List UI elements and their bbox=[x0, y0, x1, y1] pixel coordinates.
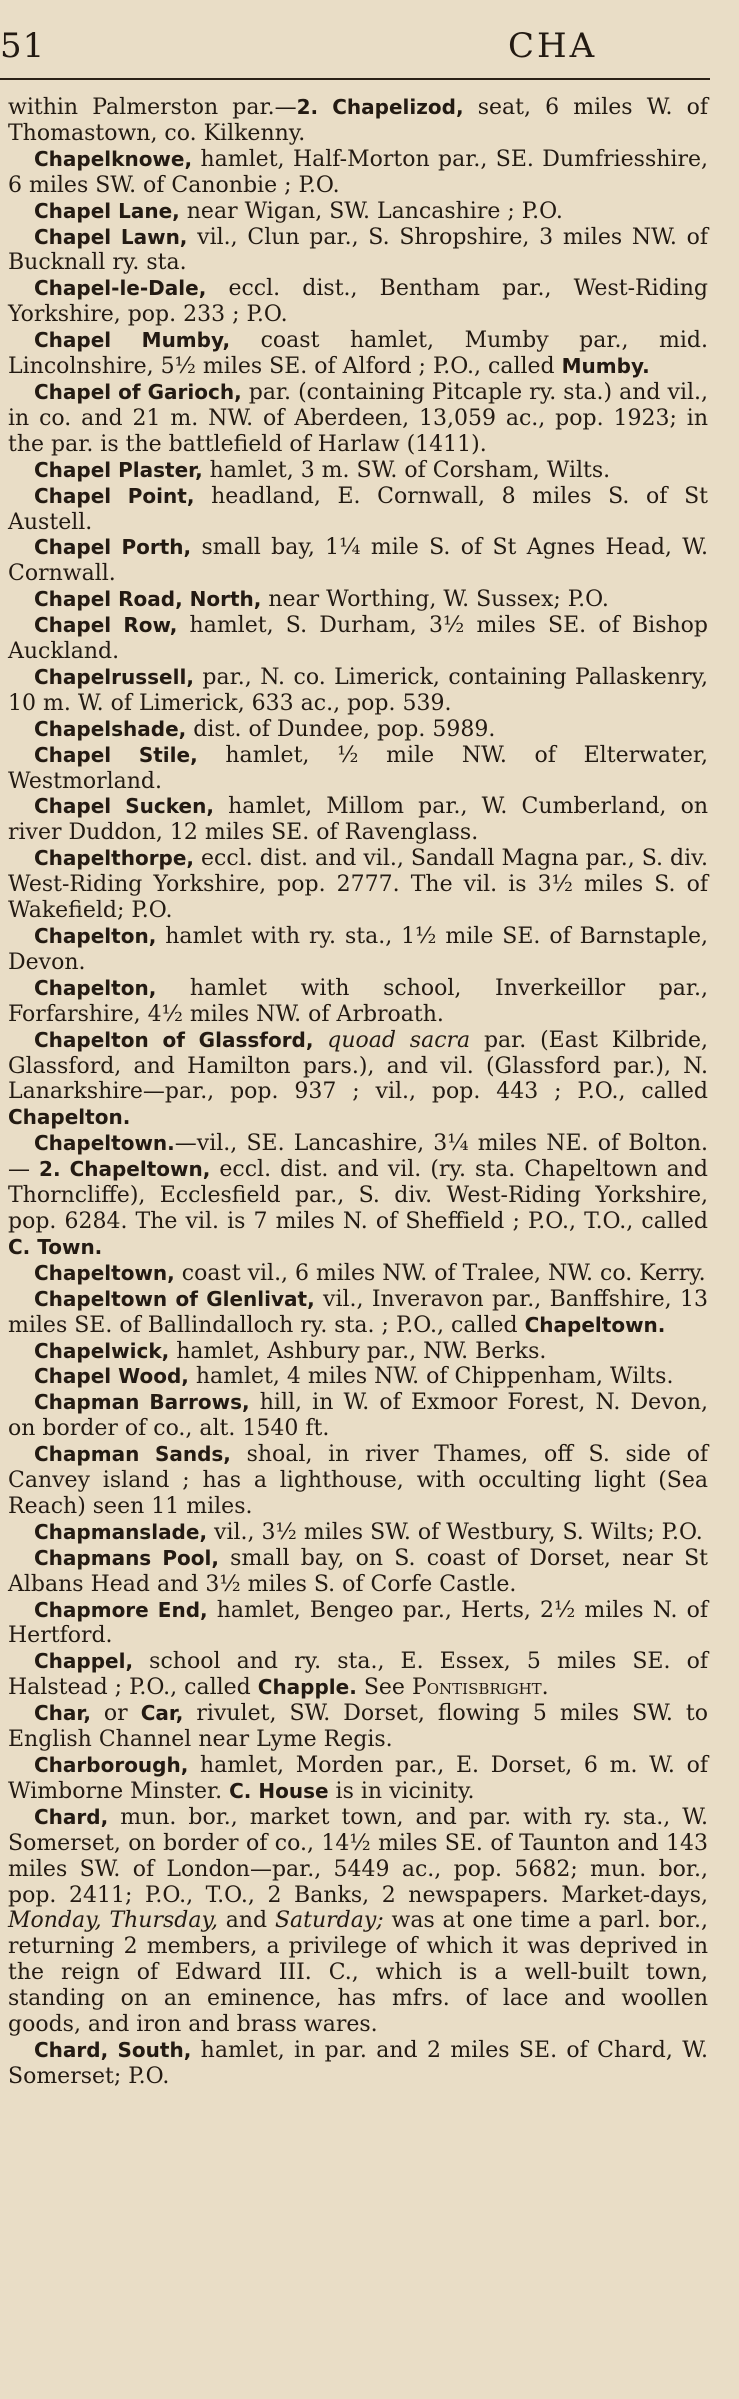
gazetteer-entry bbox=[8, 276, 708, 328]
entry-headword: Chapel Row, bbox=[34, 613, 178, 638]
gazetteer-entry bbox=[8, 1649, 708, 1701]
entry-text: hamlet with ry. sta., 1½ mile SE. of Barnstaple, Devon. bbox=[8, 924, 708, 975]
entry-headword: Chapel Lane, bbox=[34, 198, 180, 223]
entry-headword: Chapelton. bbox=[8, 1105, 131, 1130]
entry-text: small bay, on S. coast of Dorset, near St Albans Head and 3½ miles S. of Corfe Castle. bbox=[8, 1545, 709, 1597]
gazetteer-entry bbox=[8, 1598, 708, 1650]
entry-headword: Chapel-le-Dale, bbox=[34, 276, 207, 301]
entry-headword: Chapman Sands, bbox=[34, 1442, 231, 1467]
gazetteer-entry bbox=[8, 95, 708, 147]
entry-headword: Chapeltown of Glenlivat, bbox=[34, 1286, 315, 1311]
entry-headword: Chapel Stile, bbox=[34, 742, 198, 767]
entry-text: hamlet, S. Durham, 3½ miles SE. of Bishop Auckland. bbox=[8, 613, 709, 665]
entry-text: within Palmerston par.— bbox=[8, 95, 297, 120]
gazetteer-entry bbox=[8, 1261, 708, 1287]
entry-text: hamlet, Morden par., E. Dorset, 6 m. W. of Wimborne Minster. bbox=[8, 1753, 708, 1804]
entry-headword: Chapelton, bbox=[34, 924, 157, 948]
entry-text bbox=[313, 1028, 327, 1053]
entry-text: vil., Inveravon par., Banffshire, 13 miles SE. of Ballindalloch ry. sta. ; P.O., called bbox=[8, 1286, 708, 1338]
entry-text: hamlet, 3 m. SW. of Corsham, Wilts. bbox=[202, 457, 611, 483]
entry-headword: Chapel Road, North, bbox=[34, 587, 262, 612]
running-head: CHA bbox=[508, 26, 598, 66]
entry-headword: Mumby. bbox=[561, 354, 650, 379]
gazetteer-entry bbox=[8, 1028, 708, 1132]
gazetteer-entry bbox=[8, 665, 708, 717]
gazetteer-entry bbox=[8, 1520, 708, 1546]
entry-text: was at one time a parl. bor., returning 2 members, a privilege of which it was deprived in the reign of Edward III. C., which is a well-built town, standing on an eminence, has mfrs. of lace and woollen goods, and iron and brass wares. bbox=[8, 1908, 708, 2038]
entry-headword: C. Town. bbox=[8, 1234, 103, 1259]
entry-text: hamlet with school, Inverkeillor par., Forfarshire, 4½ miles NW. of Arbroath. bbox=[8, 975, 708, 1027]
gazetteer-entry bbox=[8, 1364, 708, 1390]
entry-text: near Worthing, W. Sussex; P.O. bbox=[261, 587, 609, 613]
entry-italic: Monday, Thursday, bbox=[8, 1908, 218, 1934]
gazetteer-entry bbox=[8, 380, 708, 458]
entry-text: par. (East Kilbride, Glassford, and Hamilton pars.), and vil. (Glassford par.), N. Lanarkshire—par., pop. 937 ; vil., pop. 443 ; P.O., called bbox=[8, 1027, 709, 1105]
entry-text: —vil., SE. Lancashire, 3¼ miles NE. of Bolton. — bbox=[8, 1131, 708, 1183]
gazetteer-entry bbox=[8, 794, 708, 846]
page-header bbox=[0, 0, 739, 80]
gazetteer-entry bbox=[8, 743, 708, 795]
gazetteer-entry bbox=[8, 2038, 708, 2090]
entry-text: seat, 6 miles W. of Thomastown, co. Kilkenny. bbox=[8, 95, 708, 146]
entry-text: eccl. dist. and vil., Sandall Magna par., S. div. West-Riding Yorkshire, pop. 2777. The vil. is 3½ miles S. of Wakefield; P.O. bbox=[8, 846, 708, 924]
entry-headword: Car, bbox=[140, 1701, 184, 1726]
gazetteer-entry bbox=[8, 199, 708, 225]
entry-headword: Chard, bbox=[34, 1804, 109, 1829]
entry-text: hamlet, Half-Morton par., SE. Dumfriesshire, 6 miles SW. of Canonbie ; P.O. bbox=[8, 146, 708, 198]
gazetteer-entry bbox=[8, 587, 708, 613]
entry-headword: Chapel Sucken, bbox=[34, 794, 214, 819]
gazetteer-entry bbox=[8, 1701, 708, 1753]
entry-headword: Chapelshade, bbox=[34, 716, 187, 741]
entry-text: or bbox=[90, 1701, 141, 1727]
gazetteer-entry bbox=[8, 924, 708, 976]
entry-headword: 2. Chapeltown, bbox=[39, 1157, 211, 1182]
gazetteer-entry bbox=[8, 328, 708, 380]
entry-headword: Chapel Plaster, bbox=[34, 457, 203, 482]
gazetteer-entry bbox=[8, 1442, 708, 1520]
gazetteer-entry bbox=[8, 1753, 708, 1805]
entry-text: See bbox=[356, 1675, 412, 1701]
entry-text: shoal, in river Thames, off S. side of Canvey island ; has a lighthouse, with occulting light (Sea Reach) seen 11 miles. bbox=[8, 1442, 708, 1519]
entry-headword: Chapelrussell, bbox=[34, 664, 194, 689]
entry-text: vil., Clun par., S. Shropshire, 3 miles NW. of Bucknall ry. sta. bbox=[8, 224, 708, 276]
entry-headword: Chard, South, bbox=[34, 2037, 192, 2062]
entry-text: hill, in W. of Exmoor Forest, N. Devon, on border of co., alt. 1540 ft. bbox=[8, 1390, 709, 1442]
entry-italic: Saturday; bbox=[274, 1908, 384, 1934]
entry-headword: Chapelwick, bbox=[34, 1338, 170, 1363]
entry-headword: Chapmans Pool, bbox=[34, 1545, 219, 1570]
entry-headword: Chapel of Garioch, bbox=[34, 379, 242, 404]
gazetteer-entry bbox=[8, 535, 708, 587]
gazetteer-entry bbox=[8, 458, 708, 484]
entry-text: par., N. co. Limerick, containing Pallaskenry, 10 m. W. of Limerick, 633 ac., pop. 539. bbox=[8, 664, 708, 716]
entry-headword: Chapel Point, bbox=[34, 483, 195, 508]
entry-text: hamlet, 4 miles NW. of Chippenham, Wilts. bbox=[188, 1364, 674, 1390]
entry-text: mun. bor., market town, and par. with ry. sta., W. Somerset, on border of co., 14½ miles SE. of Taunton and 143 miles SW. of London—par., 5449 ac., pop. 5682; mun. bor., pop. 2411; P.O., T.O., 2 Banks, 2 newspapers. Market-days, bbox=[8, 1804, 708, 1908]
entry-text: small bay, 1¼ mile S. of St Agnes Head, W. Cornwall. bbox=[8, 535, 708, 587]
gazetteer-entry bbox=[8, 1339, 708, 1365]
entry-text: school and ry. sta., E. Essex, 5 miles SE. of Halstead ; P.O., called bbox=[8, 1649, 708, 1701]
gazetteer-entry bbox=[8, 846, 708, 924]
entry-text: near Wigan, SW. Lancashire ; P.O. bbox=[179, 198, 563, 224]
entry-headword: Chapelknowe, bbox=[34, 146, 193, 171]
gazetteer-entry bbox=[8, 147, 708, 199]
entry-cross-reference: Pontisbright. bbox=[411, 1675, 549, 1701]
entry-headword: Chapeltown. bbox=[524, 1312, 666, 1337]
page-number: 51 bbox=[0, 26, 46, 66]
entry-headword: Chapel Lawn, bbox=[34, 224, 188, 249]
entry-headword: Char, bbox=[34, 1701, 91, 1726]
entry-text: hamlet, Bengeo par., Herts, 2½ miles N. of Hertford. bbox=[8, 1597, 709, 1649]
entry-headword: Chapel Porth, bbox=[34, 535, 192, 560]
gazetteer-entry bbox=[8, 1287, 708, 1339]
entry-text: hamlet, Millom par., W. Cumberland, on river Duddon, 12 miles SE. of Ravenglass. bbox=[8, 794, 708, 846]
gazetteer-entry bbox=[8, 976, 708, 1028]
entry-text: and bbox=[217, 1908, 275, 1934]
entry-text: eccl. dist., Bentham par., West-Riding Yorkshire, pop. 233 ; P.O. bbox=[8, 276, 708, 328]
entry-text: par. (containing Pitcaple ry. sta.) and vil., in co. and 21 m. NW. of Aberdeen, 13,059 ac., pop. 1923; in the par. is the battlefield of Harlaw (1411). bbox=[8, 379, 709, 457]
entry-headword: Charborough, bbox=[34, 1753, 189, 1777]
entry-headword: Chapelton, bbox=[34, 975, 157, 1000]
entry-text: hamlet, in par. and 2 miles SE. of Chard, W. Somerset; P.O. bbox=[8, 2037, 708, 2089]
entry-text: eccl. dist. and vil. (ry. sta. Chapeltown and Thorncliffe), Ecclesfield par., S. div. West-Riding Yorkshire, pop. 6284. The vil. is 7 miles N. of Sheffield ; P.O., T.O., called bbox=[8, 1157, 708, 1234]
entry-headword: Chapeltown. bbox=[34, 1131, 175, 1156]
entry-headword: Chapel Mumby, bbox=[34, 328, 231, 353]
entry-text: hamlet, ½ mile NW. of Elterwater, Westmorland. bbox=[8, 742, 708, 794]
gazetteer-entry bbox=[8, 225, 708, 277]
entry-text: dist. of Dundee, pop. 5989. bbox=[186, 716, 496, 742]
entry-headword: Chapelton of Glassford, bbox=[34, 1027, 314, 1052]
entry-headword: Chappel, bbox=[34, 1649, 134, 1674]
gazetteer-entry bbox=[8, 717, 708, 743]
gazetteer-entry bbox=[8, 1546, 708, 1598]
entry-text: rivulet, SW. Dorset, flowing 5 miles SW. to English Channel near Lyme Regis. bbox=[8, 1701, 708, 1753]
gazetteer-entry bbox=[8, 613, 708, 665]
entry-text: vil., 3½ miles SW. of Westbury, S. Wilts; P.O. bbox=[207, 1519, 703, 1545]
gazetteer-entry bbox=[8, 1390, 708, 1442]
header-rule bbox=[0, 78, 710, 80]
entry-text: hamlet, Ashbury par., NW. Berks. bbox=[169, 1338, 547, 1364]
entry-text: is in vicinity. bbox=[328, 1778, 475, 1804]
entry-text: coast vil., 6 miles NW. of Tralee, NW. co. Kerry. bbox=[174, 1260, 706, 1286]
entry-headword: Chapmanslade, bbox=[34, 1519, 208, 1544]
gazetteer-entry bbox=[8, 484, 708, 536]
gazetteer-entry bbox=[8, 1131, 708, 1261]
entry-headword: Chapeltown, bbox=[34, 1260, 175, 1285]
entry-text: coast hamlet, Mumby par., mid. Lincolnshire, 5½ miles SE. of Alford ; P.O., called bbox=[8, 328, 708, 380]
entry-headword: Chapel Wood, bbox=[34, 1364, 189, 1389]
entry-headword: Chapman Barrows, bbox=[34, 1390, 250, 1415]
entry-headword: Chapmore End, bbox=[34, 1597, 208, 1622]
entry-headword: 2. Chapelizod, bbox=[296, 95, 464, 119]
entry-text: headland, E. Cornwall, 8 miles S. of St Austell. bbox=[8, 483, 708, 535]
entry-headword: Chapelthorpe, bbox=[34, 846, 195, 871]
gazetteer-entries bbox=[8, 95, 708, 2090]
entry-headword: Chapple. bbox=[257, 1675, 357, 1700]
gazetteer-entry bbox=[8, 1805, 708, 2038]
entry-headword: C. House bbox=[229, 1778, 329, 1803]
entry-italic: quoad sacra bbox=[327, 1027, 471, 1053]
